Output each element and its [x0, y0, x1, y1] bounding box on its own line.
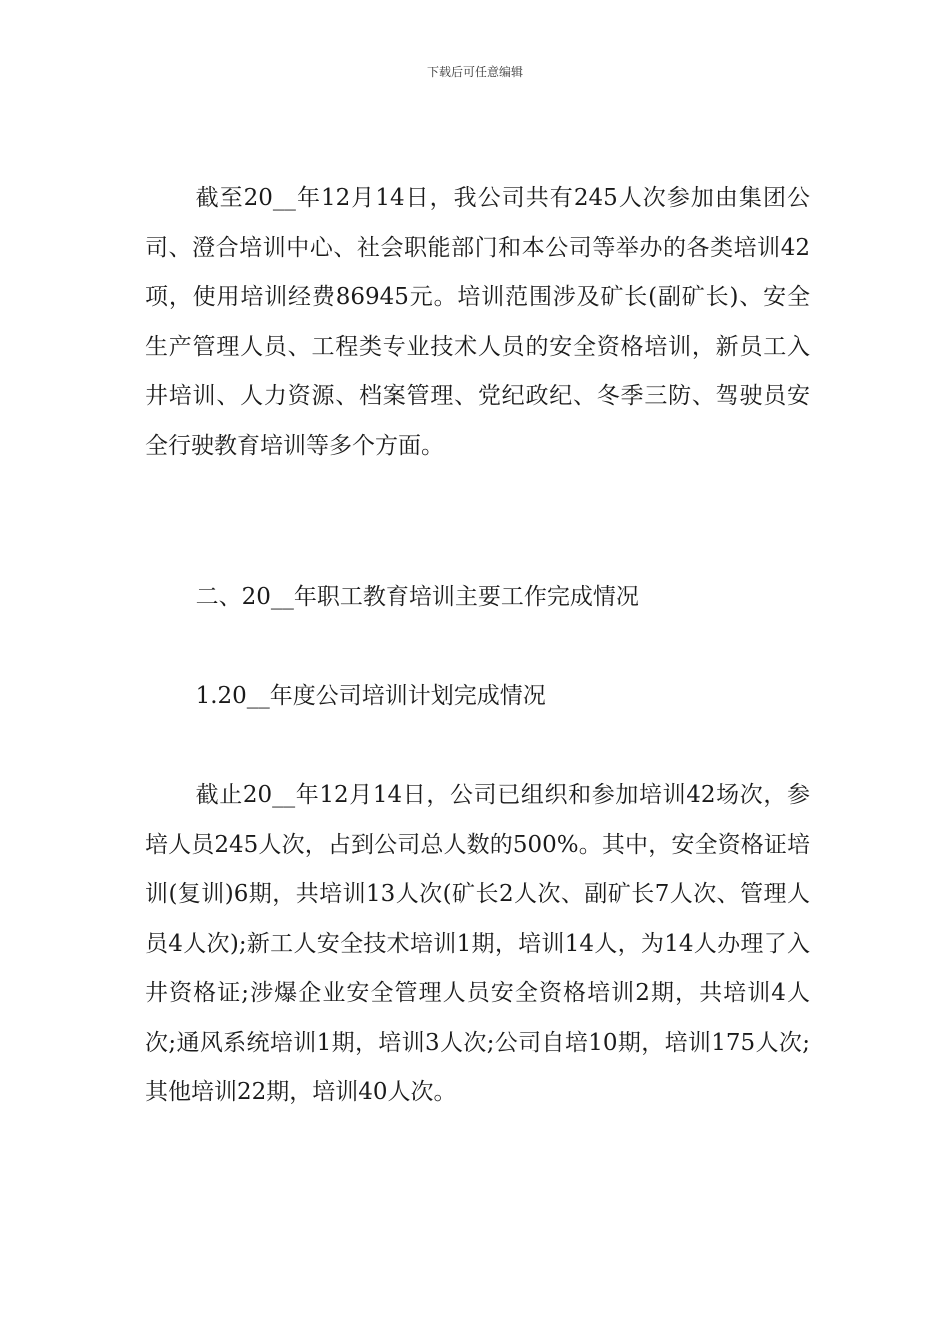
subsection-heading: 1.20__年度公司培训计划完成情况	[195, 683, 546, 709]
body-paragraph-training-summary: 截至20__年12月14日，我公司共有245人次参加由集团公司、澄合培训中心、社会职能部门和本公司等举办的各类培训42项，使用培训经费86945元。培训范围涉及矿长(副矿长)、安全生产管理人员、工程类专业技术人员的安全资格培训，新员工入井培训、人力资源、档案管理、党纪政纪、冬季三防、驾驶员安全行驶教育培训等多个方面。	[145, 185, 810, 459]
section-heading: 二、20__年职工教育培训主要工作完成情况	[195, 584, 639, 610]
page-header: 下载后可任意编辑	[426, 65, 523, 79]
body-paragraph-plan-completion: 截止20__年12月14日，公司已组织和参加培训42场次，参培人员245人次，占到公司总人数的500%。其中，安全资格证培训(复训)6期，共培训13人次(矿长2人次、副矿长7人次、管理人员4人次);新工人安全技术培训1期，培训14人，为14人办理了入井资格证;涉爆企业安全管理人员安全资格培训2期，共培训4人次;通风系统培训1期，培训3人次;公司自培10期，培训175人次;其他培训22期，培训40人次。	[145, 782, 810, 1105]
